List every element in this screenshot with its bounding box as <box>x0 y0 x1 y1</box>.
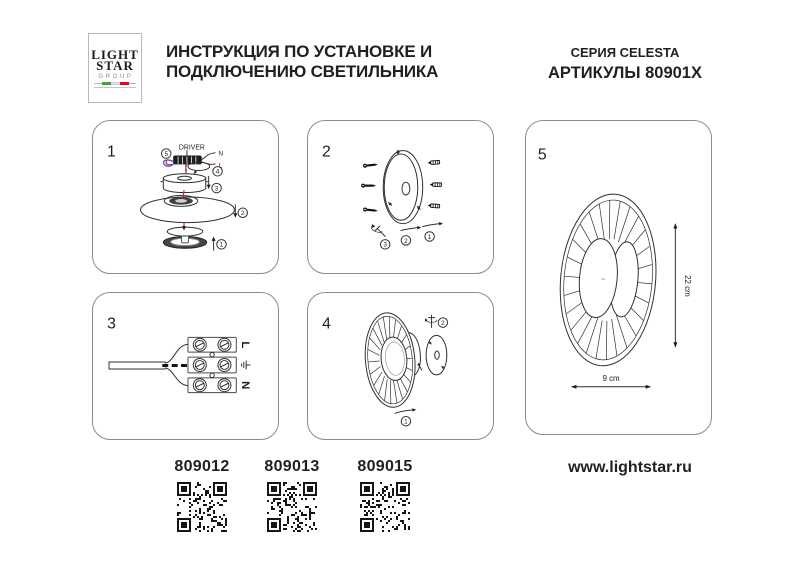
diffuser-disc <box>167 222 203 236</box>
website-link: www.lightstar.ru <box>568 459 692 476</box>
step1-diagram <box>93 121 276 271</box>
svg-text:2: 2 <box>404 237 408 245</box>
height-dimension <box>673 223 691 348</box>
page-title <box>166 42 446 82</box>
screw-rotate-icon <box>425 315 437 327</box>
svg-text:3: 3 <box>214 185 219 193</box>
wall-anchors <box>428 160 442 208</box>
step-badge-5 <box>162 149 171 158</box>
svg-text:4: 4 <box>215 168 220 176</box>
step3-panel <box>92 292 279 440</box>
terminal-blocks <box>188 337 236 392</box>
qr-code <box>177 482 227 532</box>
screwdriver-icon <box>371 224 385 236</box>
width-value: 9 cm <box>602 373 620 383</box>
step-badge-2 <box>438 318 447 327</box>
svg-text:5: 5 <box>164 150 169 158</box>
finished-lamp <box>553 190 663 370</box>
mounting-screws <box>361 162 378 212</box>
step-badge-4 <box>213 167 222 176</box>
article-code: 809013 <box>264 458 320 475</box>
step5-panel <box>525 120 712 435</box>
svg-text:1: 1 <box>427 233 432 241</box>
lamp-shade <box>361 310 424 409</box>
wire-l-label: L <box>218 162 223 170</box>
logo-light-text: LIGHT <box>91 46 139 62</box>
driver-label: DRIVER <box>178 144 205 152</box>
svg-text:3: 3 <box>383 241 387 249</box>
qr-code <box>360 482 410 532</box>
step5-number: 5 <box>537 146 547 164</box>
step-badge-2 <box>401 226 421 245</box>
step3-number: 3 <box>107 315 116 333</box>
article-code: 809012 <box>174 458 230 475</box>
step1-number: 1 <box>107 143 116 161</box>
article-code: 809015 <box>357 458 413 475</box>
svg-text:1: 1 <box>404 418 408 426</box>
step1-panel <box>92 120 279 274</box>
ground-symbol <box>242 361 250 369</box>
driver-input-wires <box>163 160 174 166</box>
logo-group-text: GROUP <box>98 73 134 80</box>
article-809015 <box>340 458 430 537</box>
series-block <box>535 45 715 83</box>
step4-diagram <box>308 293 491 437</box>
qr-code <box>267 482 317 532</box>
step4-panel <box>307 292 494 440</box>
step-badge-1 <box>423 222 443 241</box>
step-badge-1 <box>395 408 416 426</box>
step-badge-2 <box>233 205 247 218</box>
italian-flag-bar <box>94 82 136 85</box>
article-809012 <box>157 458 247 537</box>
lightstar-logo <box>88 33 142 103</box>
logo-star-text: STAR <box>96 57 134 73</box>
step-badge-1 <box>212 236 227 250</box>
step2-number: 2 <box>322 143 331 161</box>
step-badge-3 <box>207 176 222 193</box>
title-line-1: ИНСТРУКЦИЯ ПО УСТАНОВКЕ И <box>166 42 432 61</box>
svg-text:2: 2 <box>441 319 445 327</box>
wire-n-label: N <box>218 150 224 158</box>
logo-underline <box>94 87 136 88</box>
title-line-2: ПОДКЛЮЧЕНИЮ СВЕТИЛЬНИКА <box>166 62 439 81</box>
step5-diagram <box>526 121 709 432</box>
svg-text:1: 1 <box>219 241 224 249</box>
step2-diagram <box>308 121 491 271</box>
terminal-l-label: L <box>239 341 252 349</box>
article-809013 <box>247 458 337 537</box>
articles-title: АРТИКУЛЫ 80901X <box>548 64 702 82</box>
fixing-ring <box>426 335 447 374</box>
terminal-n-label: N <box>239 381 252 390</box>
step3-diagram <box>93 293 276 437</box>
mounting-ring <box>383 150 422 224</box>
shade <box>141 190 235 223</box>
height-value: 22 cm <box>682 275 692 297</box>
step-badge-3 <box>380 240 389 249</box>
step4-number: 4 <box>322 315 331 333</box>
svg-text:2: 2 <box>240 210 245 218</box>
step2-panel <box>307 120 494 274</box>
supply-cable <box>109 344 189 385</box>
mounting-base <box>161 174 208 193</box>
width-dimension <box>571 374 651 389</box>
series-name: СЕРИЯ CELESTA <box>570 45 680 60</box>
